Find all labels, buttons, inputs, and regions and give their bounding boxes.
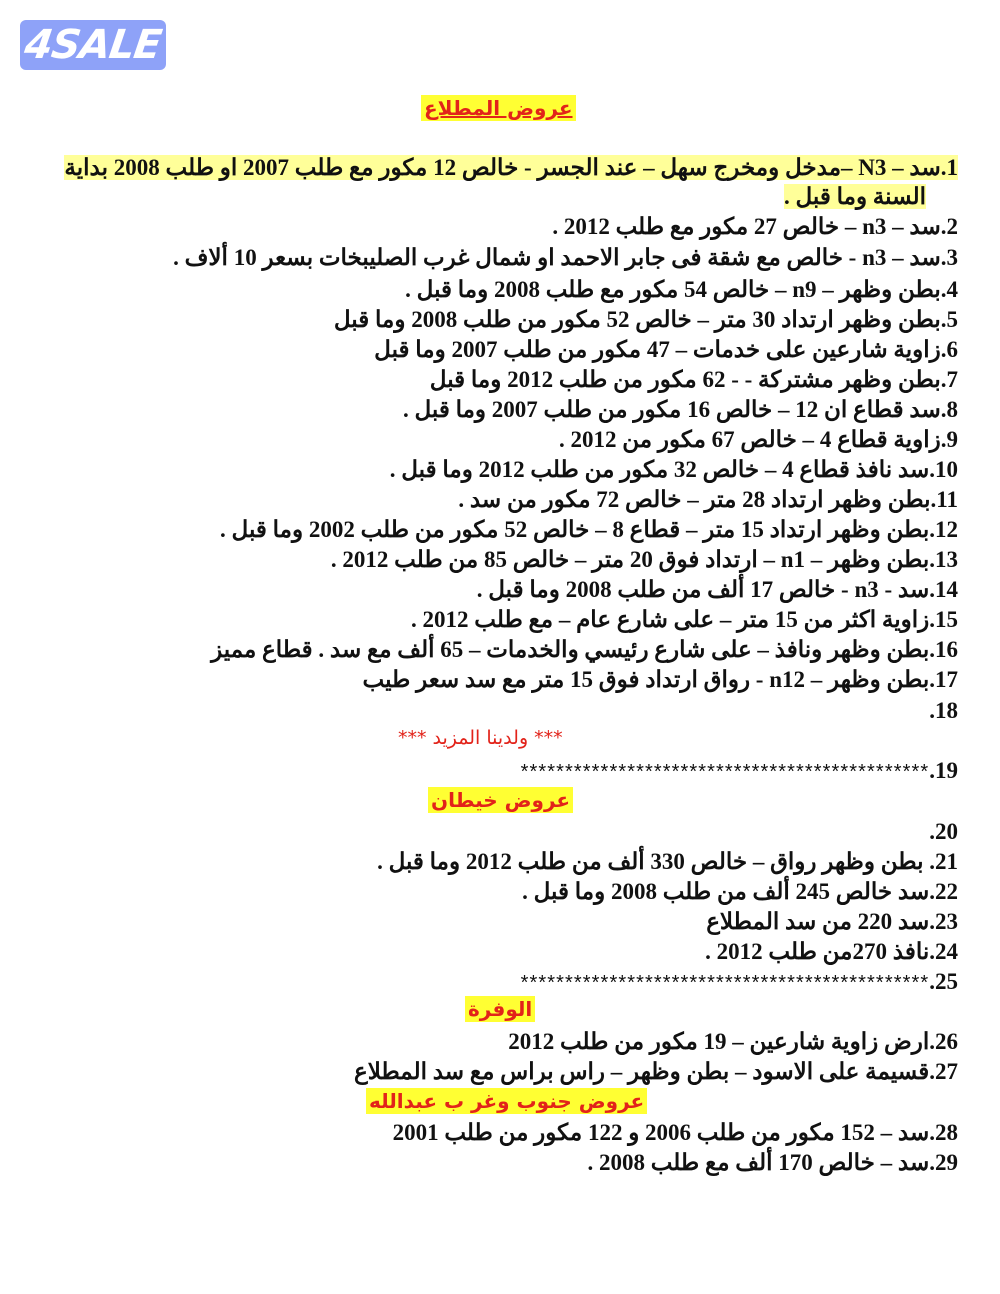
list-item	[363, 665, 958, 694]
item-number: 12.	[929, 517, 958, 542]
item-text: بطن وظهر – n12 - رواق ارتداد فوق 15 متر مع سد سعر طيب	[362, 667, 930, 692]
item-text: السنة وما قبل .	[784, 184, 926, 209]
item-text: زاوية اكثر من 15 متر – على شارع عام – مع طلب 2012 .	[411, 607, 930, 632]
item-text: سد خالص 245 ألف من طلب 2008 وما قبل .	[522, 879, 930, 904]
item-text: ارض زاوية شارعين – 19 مكور من طلب 2012	[508, 1029, 930, 1054]
item-number: 10.	[929, 457, 958, 482]
item-number: 11.	[930, 487, 958, 512]
item-number: 6.	[940, 337, 958, 362]
item-number: 19.	[929, 758, 958, 783]
item-number: 3.	[940, 245, 958, 270]
item-text: سد – 152 مكور من طلب 2006 و 122 مكور من طلب 2001	[392, 1120, 930, 1145]
list-item	[211, 635, 958, 664]
item-number: 2.	[940, 214, 958, 239]
item-text: سد – n3 – خالص 27 مكور مع طلب 2012 .	[552, 214, 941, 239]
item-text: سد - n3 - خالص 17 ألف من طلب 2008 وما قبل .	[476, 577, 930, 602]
item-number: 29.	[929, 1150, 958, 1175]
list-item	[458, 485, 958, 514]
section-title-wafra: الوفرة	[465, 996, 535, 1022]
item-number: 24.	[929, 939, 958, 964]
item-number: 28.	[929, 1120, 958, 1145]
item-number: 16.	[929, 637, 958, 662]
list-item	[354, 1057, 958, 1086]
item-number: 17.	[929, 667, 958, 692]
list-item	[374, 335, 958, 364]
list-item	[403, 395, 958, 424]
item-number: 7.	[940, 367, 958, 392]
item-number: 5.	[940, 307, 958, 332]
list-item	[390, 455, 958, 484]
item-text: نافذ 270من طلب 2012 .	[705, 939, 930, 964]
list-item	[552, 212, 958, 241]
item-number: 25.	[929, 969, 958, 994]
item-text: بطن وظهر مشتركة - - 62 مكور من طلب 2012 وما قبل	[429, 367, 941, 392]
list-item	[393, 1118, 958, 1147]
item-number: 27.	[929, 1059, 958, 1084]
section-title-jwa: عروض جنوب وغر ب عبدالله	[366, 1088, 647, 1114]
item-text: بطن وظهر ارتداد 28 متر – خالص 72 مكور من سد .	[458, 487, 931, 512]
list-item	[508, 1027, 958, 1056]
item-number: 20.	[929, 819, 958, 844]
item-number: 1.	[940, 155, 958, 180]
item-text: سد – N3 –مدخل ومخرج سهل – عند الجسر - خالص 12 مكور مع طلب 2007 او طلب 2008 بداية	[64, 155, 941, 180]
list-item	[331, 545, 958, 574]
item-text: بطن وظهر – n1 – ارتداد فوق 20 متر – خالص 85 من طلب 2012 .	[330, 547, 930, 572]
list-item	[587, 1148, 958, 1177]
item-number: 9.	[940, 427, 958, 452]
stars-divider: **********************************************	[520, 972, 930, 994]
logo-text: 4SALE	[22, 22, 164, 68]
item-text: زاوية قطاع 4 – خالص 67 مكور من 2012 .	[559, 427, 941, 452]
4sale-logo	[20, 20, 166, 70]
list-item	[477, 575, 958, 604]
list-item-continuation	[784, 182, 926, 211]
list-item	[705, 937, 958, 966]
item-text: سد – n3 - خالص مع شقة فى جابر الاحمد او شمال غرب الصليبخات بسعر 10 ألاف .	[173, 245, 941, 270]
list-item	[929, 696, 958, 725]
list-item	[173, 243, 958, 272]
list-item	[706, 907, 958, 936]
item-number: 15.	[929, 607, 958, 632]
list-item	[334, 305, 958, 334]
item-number: 18.	[929, 698, 958, 723]
item-text: زاوية شارعين على خدمات – 47 مكور من طلب 2007 وما قبل	[374, 337, 941, 362]
list-item	[64, 153, 958, 182]
list-item	[929, 817, 958, 846]
list-item	[430, 365, 958, 394]
item-text: سد – خالص 170 ألف مع طلب 2008 .	[587, 1150, 930, 1175]
separator-row	[521, 756, 958, 787]
item-number: 14.	[929, 577, 958, 602]
separator-row	[521, 967, 958, 998]
list-item	[405, 275, 958, 304]
item-number: 13.	[929, 547, 958, 572]
item-text: قسيمة على الاسود – بطن وظهر – راس براس مع سد المطلاع	[353, 1059, 930, 1084]
item-number: 22.	[929, 879, 958, 904]
list-item	[559, 425, 958, 454]
item-text: بطن وظهر ونافذ – على شارع رئيسي والخدمات – 65 ألف مع سد . قطاع مميز	[211, 637, 930, 662]
list-item	[220, 515, 958, 544]
item-number: 8.	[940, 397, 958, 422]
item-number: 26.	[929, 1029, 958, 1054]
item-text: بطن وظهر ارتداد 30 متر – خالص 52 مكور من طلب 2008 وما قبل	[333, 307, 941, 332]
item-number: 23.	[929, 909, 958, 934]
item-number: 4.	[940, 277, 958, 302]
item-number: 21.	[929, 849, 958, 874]
item-text: سد نافذ قطاع 4 – خالص 32 مكور من طلب 2012 وما قبل .	[389, 457, 930, 482]
list-item	[377, 847, 958, 876]
item-text: سد 220 من سد المطلاع	[706, 909, 930, 934]
more-offers-note: *** ولدينا المزيد ***	[398, 727, 563, 749]
stars-divider: **********************************************	[520, 761, 930, 783]
item-text: بطن وظهر – n9 – خالص 54 مكور مع طلب 2008 وما قبل .	[405, 277, 941, 302]
item-text: سد قطاع ان 12 – خالص 16 مكور من طلب 2007 وما قبل .	[402, 397, 941, 422]
section-title-khaitan: عروض خيطان	[428, 787, 573, 813]
section-title-mutlaa: عروض المطلاع	[421, 95, 576, 121]
item-text: بطن وظهر رواق – خالص 330 ألف من طلب 2012 وما قبل .	[377, 849, 930, 874]
list-item	[411, 605, 958, 634]
item-text: بطن وظهر ارتداد 15 متر – قطاع 8 – خالص 52 مكور من طلب 2002 وما قبل .	[220, 517, 930, 542]
list-item	[522, 877, 958, 906]
